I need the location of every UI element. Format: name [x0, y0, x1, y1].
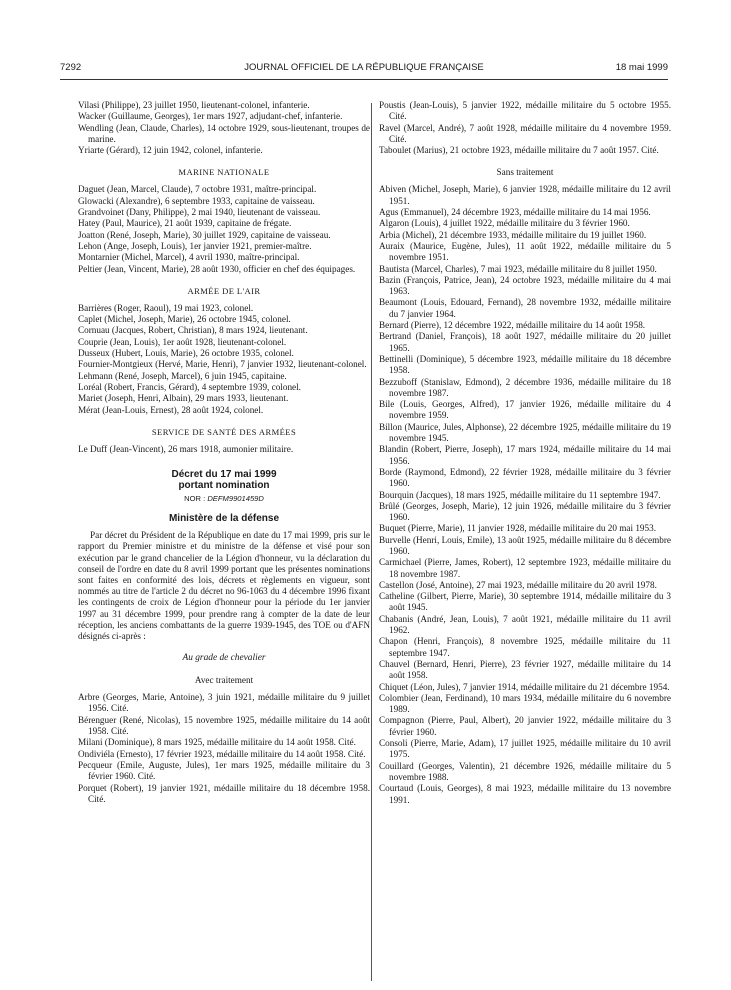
list-item: Chapon (Henri, François), 8 novembre 1925, médaille militaire du 11 septembre 1947.	[379, 636, 671, 658]
list-item: Chauvel (Bernard, Henri, Pierre), 23 février 1927, médaille militaire du 14 août 1958.	[379, 658, 671, 681]
air-entries-list	[78, 303, 370, 416]
left-column	[78, 100, 370, 805]
list-item: Peltier (Jean, Vincent, Marie), 28 août 1930, officier en chef des équipages.	[78, 263, 356, 274]
list-item: Milani (Dominique), 8 mars 1925, médaille militaire du 14 août 1958. Cité.	[78, 737, 356, 748]
list-item: Hatey (Paul, Maurice), 21 août 1939, capitaine de frégate.	[78, 218, 292, 229]
list-item: Le Duff (Jean-Vincent), 26 mars 1918, aumonier militaire.	[78, 443, 294, 454]
header-rule	[60, 79, 668, 80]
list-item: Blandin (Robert, Pierre, Joseph), 17 mars 1924, médaille militaire du 14 mai 1956.	[379, 444, 671, 466]
list-item: Daguet (Jean, Marcel, Claude), 7 octobre 1931, maître-principal.	[78, 184, 317, 195]
list-item: Yriarte (Gérard), 12 juin 1942, colonel, infanterie.	[78, 145, 263, 156]
list-item: Buquet (Pierre, Marie), 11 janvier 1928, médaille militaire du 20 mai 1953.	[379, 523, 656, 534]
avec-traitement-heading: Avec traitement	[194, 675, 254, 686]
list-item: Mariet (Joseph, Henri, Albain), 29 mars 1933, lieutenant.	[78, 393, 289, 404]
list-item: Bautista (Marcel, Charles), 7 mai 1923, médaille militaire du 8 juillet 1950.	[379, 263, 657, 274]
list-item: Taboulet (Marius), 21 octobre 1923, médaille militaire du 7 août 1957. Cité.	[379, 145, 659, 156]
list-item: Couillard (Georges, Valentin), 21 décembre 1926, médaille militaire du 5 novembre 1988.	[379, 760, 671, 782]
decret-title	[78, 469, 370, 491]
list-item: Courtaud (Louis, Georges), 8 mai 1923, médaille militaire du 13 novembre 1991.	[379, 783, 671, 805]
section-heading-marine: MARINE NATIONALE	[178, 167, 270, 178]
list-item: Joatton (René, Joseph, Marie), 30 juillet 1929, capitaine de vaisseau.	[78, 229, 331, 240]
list-item: Auraix (Maurice, Eugène, Jules), 11 août 1922, médaille militaire du 5 novembre 1951.	[379, 240, 671, 263]
list-item: Lehon (Ange, Joseph, Louis), 1er janvier 1921, premier-maître.	[78, 240, 312, 251]
sans-traitement-heading: Sans traitement	[496, 167, 554, 178]
list-item: Glowacki (Alexandre), 6 septembre 1933, capitaine de vaisseau.	[78, 195, 315, 206]
list-item: Wacker (Guillaume, Georges), 1er mars 1927, adjudant-chef, infanterie.	[78, 111, 343, 122]
list-item: Algaron (Louis), 4 juillet 1922, médaille militaire du 3 février 1960.	[379, 218, 630, 229]
list-item: Burvelle (Henri, Louis, Emile), 13 août 1925, médaille militaire du 8 décembre 1960.	[379, 534, 671, 556]
section-heading-sante: SERVICE DE SANTÉ DES ARMÉES	[151, 426, 297, 437]
list-item: Compagnon (Pierre, Paul, Albert), 20 janvier 1922, médaille militaire du 3 février 1960.	[379, 715, 671, 737]
list-item: Castellon (José, Antoine), 27 mai 1923, médaille militaire du 20 avril 1978.	[379, 579, 657, 590]
list-item: Barrières (Roger, Raoul), 19 mai 1923, colonel.	[78, 302, 254, 313]
grade-heading: Au grade de chevalier	[182, 653, 266, 664]
list-item: Porquet (Robert), 19 janvier 1921, médaille militaire du 18 décembre 1958. Cité.	[78, 782, 370, 804]
list-item: Bertrand (Daniel, François), 18 août 1927, médaille militaire du 20 juillet 1965.	[379, 331, 671, 353]
list-item: Couprie (Jean, Louis), 1er août 1928, lieutenant-colonel.	[78, 336, 287, 347]
list-item: Fournier-Montgieux (Hervé, Marie, Henri), 7 janvier 1932, lieutenant-colonel.	[78, 359, 367, 370]
list-item: Carmichael (Pierre, James, Robert), 12 septembre 1923, médaille militaire du 18 novembre 1987.	[379, 557, 671, 579]
list-item: Chabanis (André, Jean, Louis), 7 août 1921, médaille militaire du 11 avril 1962.	[379, 613, 671, 636]
list-item: Wendling (Jean, Claude, Charles), 14 octobre 1929, sous-lieutenant, troupes de marine.	[78, 122, 370, 144]
nor-reference	[78, 494, 370, 503]
list-item: Brûlé (Georges, Joseph, Marie), 12 juin 1926, médaille militaire du 3 février 1960.	[379, 500, 671, 523]
nor-label: NOR :	[184, 494, 208, 504]
avec-traitement-continued-list	[379, 100, 671, 156]
list-item: Lehmann (René, Joseph, Marcel), 6 juin 1945, capitaine.	[78, 370, 287, 381]
list-item: Poustis (Jean-Louis), 5 janvier 1922, médaille militaire du 5 octobre 1955. Cité.	[379, 100, 671, 122]
column-divider	[371, 103, 372, 981]
decret-title-line1: Décret du 17 mai 1999	[171, 469, 277, 481]
list-item: Caplet (Michel, Joseph, Marie), 26 octobre 1945, colonel.	[78, 314, 291, 325]
sante-entries-list	[78, 444, 370, 455]
army-entries-list	[78, 100, 370, 156]
list-item: Ravel (Marcel, André), 7 août 1928, médaille militaire du 4 novembre 1959. Cité.	[379, 122, 671, 144]
ministere-heading: Ministère de la défense	[168, 513, 280, 525]
list-item: Beaumont (Louis, Edouard, Fernand), 28 novembre 1932, médaille militaire du 7 janvier 1964.	[379, 297, 671, 319]
list-item: Consoli (Pierre, Marie, Adam), 17 juillet 1925, médaille militaire du 10 avril 1975.	[379, 738, 671, 760]
list-item: Montarnier (Michel, Marcel), 4 avril 1930, maître-principal.	[78, 252, 300, 263]
list-item: Mérat (Jean-Louis, Ernest), 28 août 1924, colonel.	[78, 404, 264, 415]
list-item: Chiquet (Léon, Jules), 7 janvier 1914, médaille militaire du 21 décembre 1954.	[379, 681, 670, 692]
list-item: Catheline (Gilbert, Pierre, Marie), 30 septembre 1914, médaille militaire du 3 août 1945.	[379, 591, 671, 613]
list-item: Colombier (Jean, Ferdinand), 10 mars 1934, médaille militaire du 6 novembre 1989.	[379, 692, 671, 715]
list-item: Abiven (Michel, Joseph, Marie), 6 janvier 1928, médaille militaire du 12 avril 1951.	[379, 184, 671, 206]
list-item: Grandvoinet (Dany, Philippe), 2 mai 1940, lieutenant de vaisseau.	[78, 207, 321, 218]
list-item: Bourquin (Jacques), 18 mars 1925, médaille militaire du 11 septembre 1947.	[379, 489, 661, 500]
list-item: Billon (Maurice, Jules, Alphonse), 22 décembre 1925, médaille militaire du 19 novembre 1945.	[379, 421, 671, 444]
list-item: Bazin (François, Patrice, Jean), 24 octobre 1923, médaille militaire du 4 mai 1963.	[379, 274, 671, 297]
list-item: Borde (Raymond, Edmond), 22 février 1928, médaille militaire du 3 février 1960.	[379, 466, 671, 489]
sans-traitement-list	[379, 184, 671, 805]
list-item: Agus (Emmanuel), 24 décembre 1923, médaille militaire du 14 mai 1956.	[379, 207, 651, 218]
journal-title: JOURNAL OFFICIEL DE LA RÉPUBLIQUE FRANÇAISE	[244, 62, 484, 73]
page-header	[60, 62, 668, 76]
marine-entries-list	[78, 184, 370, 274]
page-number: 7292	[60, 62, 82, 73]
list-item: Cornuau (Jacques, Robert, Christian), 8 mars 1924, lieutenant.	[78, 325, 308, 336]
list-item: Bérenguer (René, Nicolas), 15 novembre 1925, médaille militaire du 14 août 1958. Cité.	[78, 714, 370, 737]
list-item: Dusseux (Hubert, Louis, Marie), 26 octobre 1935, colonel.	[78, 348, 294, 359]
avec-traitement-list	[78, 692, 370, 805]
list-item: Ondiviéla (Ernesto), 17 février 1923, médaille militaire du 14 août 1958. Cité.	[78, 748, 366, 759]
list-item: Pecqueur (Emile, Auguste, Jules), 1er mars 1925, médaille militaire du 3 février 1960. Cité.	[78, 759, 370, 782]
list-item: Bernard (Pierre), 12 décembre 1922, médaille militaire du 14 août 1958.	[379, 320, 646, 331]
list-item: Bettinelli (Dominique), 5 décembre 1923, médaille militaire du 18 décembre 1958.	[379, 353, 671, 376]
decret-title-line2: portant nomination	[178, 480, 270, 492]
decree-paragraph: Par décret du Président de la République en date du 17 mai 1999, pris sur le rapport du Premier ministre et du ministre de la défense et visé pour son exécution par le grand chancelier de la Légion d'honneur, vu la déclaration du conseil de l'ordre en date du 8 avril 1999 portant que les présentes nominations sont faites en conformité des lois, décrets et règlements en vigueur, sont nommés au titre de l'article 2 du décret no 96-1063 du 4 décembre 1996 fixant les contingents de croix de Légion d'honneur pour la période du 1er janvier 1997 au 31 décembre 1999, pour prendre rang à compter de la date de leur réception, les anciens combattants de la guerre 1939-1945, des TOE ou d'AFN désignés ci-après :	[78, 530, 370, 641]
list-item: Loréal (Robert, Francis, Gérard), 4 septembre 1939, colonel.	[78, 381, 301, 392]
list-item: Bile (Louis, Georges, Alfred), 17 janvier 1926, médaille militaire du 4 novembre 1959.	[379, 399, 671, 421]
list-item: Arbia (Michel), 21 décembre 1933, médaille militaire du 19 juillet 1960.	[379, 229, 647, 240]
right-column	[379, 100, 671, 806]
list-item: Arbre (Georges, Marie, Antoine), 3 juin 1921, médaille militaire du 9 juillet 1956. Cité.	[78, 692, 370, 714]
nor-code: DEFM9901459D	[207, 494, 264, 504]
list-item: Bezzuboff (Stanislaw, Edmond), 2 décembre 1936, médaille militaire du 18 novembre 1987.	[379, 376, 671, 398]
section-heading-air: ARMÉE DE L'AIR	[187, 285, 261, 296]
list-item: Vilasi (Philippe), 23 juillet 1950, lieutenant-colonel, infanterie.	[78, 100, 310, 110]
issue-date: 18 mai 1999	[615, 62, 668, 73]
